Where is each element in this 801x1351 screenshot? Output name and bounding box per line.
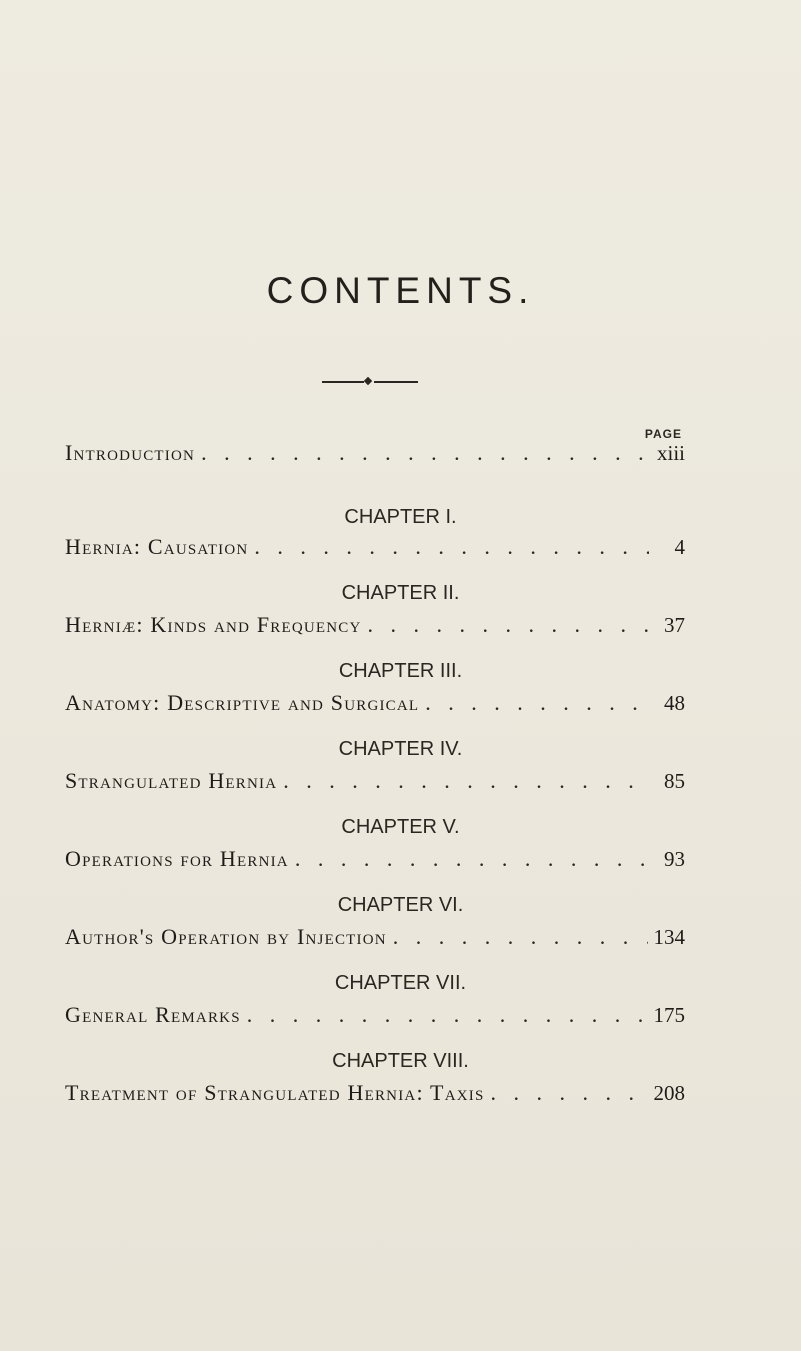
toc-entry-line [65,612,685,640]
chapter-label: CHAPTER V. [341,816,460,838]
chapter-label: CHAPTER VII. [334,972,467,994]
toc-entry-line [65,1002,685,1030]
entry-page-number: 48 [664,691,685,715]
chapter-label: CHAPTER VIII. [332,1050,469,1072]
entry-page-number: 208 [653,1081,685,1105]
entry-page-number: 175 [653,1003,685,1027]
dot-leader [393,924,648,950]
chapter-label: CHAPTER III. [338,660,463,682]
chapter-label: CHAPTER I. [344,506,457,528]
page-column-label: PAGE [644,427,682,441]
entry-title: Operations for Hernia [65,846,289,871]
contents-heading: CONTENTS. [266,270,535,311]
toc-entry-line [65,924,685,952]
entry-page-number: 93 [664,847,685,871]
entry-title: Treatment of Strangulated Hernia: Taxis [65,1080,485,1105]
dot-leader [283,768,649,794]
entry-page-number: 134 [653,925,685,949]
dot-leader [295,846,649,872]
entry-title: Author's Operation by Injection [65,924,387,949]
ornament-line-right [374,381,418,383]
toc-entry-line [65,846,685,874]
entry-title: Introduction [65,440,196,465]
dot-leader [491,1080,648,1106]
dot-leader [425,690,649,716]
entry-page-number: xiii [656,441,685,465]
entry-page-number: 4 [674,535,685,559]
toc-entry-line [65,534,685,562]
toc-entry-line [65,768,685,796]
toc-entry-line [65,1080,685,1108]
dot-leader [201,440,649,466]
entry-title: Herniæ: Kinds and Frequency [65,612,362,637]
entry-title: Hernia: Causation [65,534,249,559]
dot-leader [247,1002,648,1028]
entry-page-number: 85 [664,769,685,793]
entry-title: General Remarks [65,1002,241,1027]
chapter-label: CHAPTER IV. [338,738,463,760]
dot-leader [254,534,649,560]
chapter-label: CHAPTER II. [341,582,460,604]
ornamental-rule [322,378,418,386]
entry-page-number: 37 [664,613,685,637]
entry-title: Anatomy: Descriptive and Surgical [65,690,420,715]
toc-entry-line [65,440,685,468]
dot-leader [368,612,649,638]
ornament-line-left [322,381,364,383]
chapter-label: CHAPTER VI. [337,894,464,916]
entry-title: Strangulated Hernia [65,768,278,793]
toc-entry-line [65,690,685,718]
diamond-icon [364,377,372,385]
